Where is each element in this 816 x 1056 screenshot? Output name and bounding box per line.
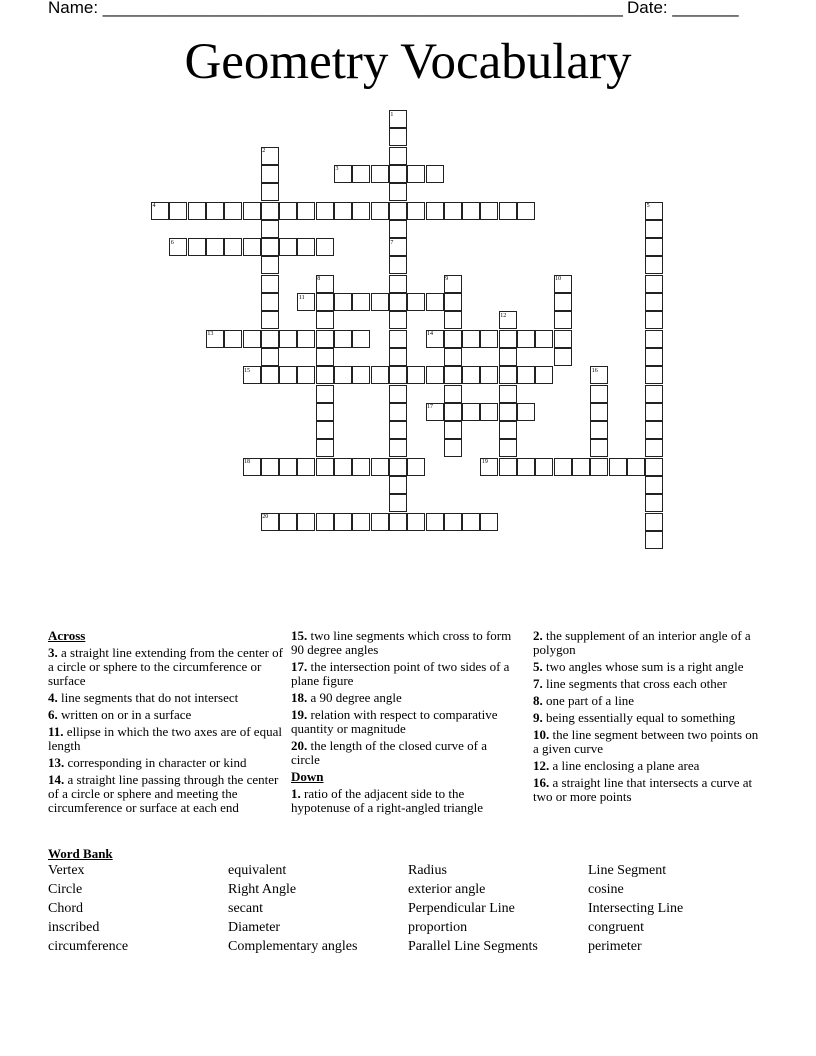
clue-number-label: 4 (152, 203, 156, 209)
clue-item (533, 728, 759, 756)
crossword-cell[interactable] (261, 256, 279, 274)
clue-number: 6. (48, 707, 58, 722)
clue-text: the supplement of an interior angle of a polygon (533, 628, 751, 657)
clue-text: a 90 degree angle (307, 690, 402, 705)
across-heading: Across (48, 628, 86, 643)
word-bank-item: perimeter (588, 939, 642, 954)
clue-text: the length of the closed curve of a circle (291, 738, 488, 767)
down-heading: Down (291, 769, 324, 784)
clue-item (48, 756, 284, 770)
crossword-cell[interactable] (261, 330, 279, 348)
crossword-cell[interactable] (462, 513, 480, 531)
clue-number: 2. (533, 628, 543, 643)
crossword-cell[interactable] (389, 256, 407, 274)
crossword-cell[interactable] (316, 293, 334, 311)
crossword-cell[interactable] (371, 293, 389, 311)
crossword-cell[interactable] (224, 330, 242, 348)
clue-text: ellipse in which the two axes are of equal length (48, 724, 282, 753)
clue-number: 12. (533, 758, 550, 773)
word-bank-item: equivalent (228, 863, 287, 878)
clue-number-label: 14 (427, 331, 433, 338)
crossword-cell[interactable] (645, 403, 663, 421)
crossword-cell[interactable] (554, 293, 572, 311)
crossword-cell[interactable] (279, 238, 297, 256)
clue-item (291, 708, 517, 736)
crossword-cell[interactable] (499, 385, 517, 403)
clue-number: 3. (48, 645, 58, 660)
across-clue-list (48, 646, 284, 815)
clue-column-3 (533, 629, 759, 807)
crossword-cell[interactable] (462, 202, 480, 220)
clue-text: line segments that cross each other (542, 676, 727, 691)
crossword-cell[interactable] (389, 366, 407, 384)
crossword-cell[interactable] (389, 275, 407, 293)
clue-number-label: 3 (335, 166, 339, 173)
crossword-cell[interactable] (444, 513, 462, 531)
crossword-cell[interactable] (499, 348, 517, 366)
crossword-cell[interactable] (389, 128, 407, 146)
crossword-cell[interactable] (316, 421, 334, 439)
clue-number-label: 11 (298, 294, 305, 301)
crossword-cell[interactable] (499, 202, 517, 220)
word-bank-item: cosine (588, 882, 624, 897)
crossword-cell[interactable] (334, 458, 352, 476)
across-clue-list-continued (291, 629, 517, 767)
crossword-cell[interactable] (645, 458, 663, 476)
clue-number-label: 1 (390, 111, 394, 118)
crossword-cell[interactable] (462, 330, 480, 348)
clue-number: 15. (291, 628, 308, 643)
clue-number: 20. (291, 738, 308, 753)
crossword-cell[interactable] (426, 513, 444, 531)
crossword-cell[interactable] (261, 366, 279, 384)
clue-number-label: 15 (244, 367, 250, 374)
crossword-cell[interactable] (645, 366, 663, 384)
crossword-cell[interactable] (371, 513, 389, 531)
crossword-cell[interactable] (517, 366, 535, 384)
clue-item (533, 711, 759, 725)
crossword-cell[interactable] (499, 458, 517, 476)
clue-text: written on or in a surface (57, 707, 192, 722)
clue-text: line segments that do not intersect (57, 690, 239, 705)
clue-item (291, 629, 517, 657)
clue-number: 11. (48, 724, 64, 739)
clue-number-label: 8 (317, 276, 321, 283)
crossword-cell[interactable] (261, 183, 279, 201)
clue-number: 5. (533, 659, 543, 674)
crossword-cell[interactable] (316, 439, 334, 457)
crossword-cell[interactable] (407, 513, 425, 531)
crossword-cell[interactable] (554, 330, 572, 348)
crossword-cell[interactable] (206, 238, 224, 256)
name-field-label: Name: _______________________________________________________ (48, 0, 623, 17)
crossword-cell[interactable] (462, 366, 480, 384)
crossword-cell[interactable] (316, 403, 334, 421)
clue-number: 16. (533, 775, 550, 790)
word-bank-item: Right Angle (228, 882, 297, 897)
crossword-cell[interactable] (535, 366, 553, 384)
crossword-cell[interactable] (316, 458, 334, 476)
clue-item (48, 646, 284, 688)
crossword-cell[interactable] (261, 458, 279, 476)
clue-number: 8. (533, 693, 543, 708)
crossword-cell[interactable] (352, 513, 370, 531)
word-bank-item: exterior angle (408, 882, 486, 897)
crossword-cell[interactable] (426, 202, 444, 220)
crossword-cell[interactable] (389, 330, 407, 348)
crossword-cell[interactable] (645, 293, 663, 311)
crossword-cell[interactable] (444, 202, 462, 220)
clue-item (48, 708, 284, 722)
clue-item (533, 660, 759, 674)
crossword-cell[interactable] (407, 202, 425, 220)
crossword-cell[interactable] (371, 202, 389, 220)
crossword-cell[interactable] (261, 202, 279, 220)
crossword-cell[interactable] (407, 458, 425, 476)
clue-number-label: 2 (262, 148, 266, 155)
crossword-cell[interactable] (645, 311, 663, 329)
clue-number: 4. (48, 690, 58, 705)
crossword-cell[interactable] (517, 330, 535, 348)
crossword-cell[interactable] (609, 458, 627, 476)
crossword-cell[interactable] (352, 366, 370, 384)
crossword-cell[interactable] (261, 220, 279, 238)
crossword-cell[interactable] (444, 311, 462, 329)
crossword-cell[interactable] (261, 165, 279, 183)
crossword-cell[interactable] (371, 165, 389, 183)
crossword-cell[interactable] (243, 202, 261, 220)
crossword-cell[interactable] (334, 366, 352, 384)
crossword-cell[interactable] (462, 403, 480, 421)
clue-text: ratio of the adjacent side to the hypotenuse of a right-angled triangle (291, 786, 484, 815)
crossword-cell[interactable] (243, 238, 261, 256)
clue-number-label: 20 (262, 514, 269, 521)
crossword-cell[interactable] (389, 494, 407, 512)
crossword-cell[interactable] (645, 531, 663, 549)
crossword-cell[interactable] (334, 293, 352, 311)
crossword-cell[interactable] (517, 458, 535, 476)
crossword-cell[interactable] (389, 458, 407, 476)
clue-text: the intersection point of two sides of a plane figure (291, 659, 510, 688)
crossword-cell[interactable] (645, 494, 663, 512)
crossword-cell[interactable] (590, 439, 608, 457)
crossword-cell[interactable] (334, 202, 352, 220)
clue-text: corresponding in character or kind (64, 755, 247, 770)
crossword-cell[interactable] (407, 366, 425, 384)
crossword-cell[interactable] (389, 476, 407, 494)
crossword-cell[interactable] (316, 238, 334, 256)
clue-text: two angles whose sum is a right angle (542, 659, 744, 674)
crossword-cell[interactable] (535, 330, 553, 348)
crossword-cell[interactable] (224, 202, 242, 220)
crossword-cell[interactable] (645, 385, 663, 403)
clue-text: relation with respect to comparative quantity or magnitude (291, 707, 498, 736)
crossword-cell[interactable] (389, 183, 407, 201)
crossword-cell[interactable] (371, 458, 389, 476)
crossword-cell[interactable] (590, 458, 608, 476)
word-bank-item: Perpendicular Line (408, 901, 515, 916)
crossword-cell[interactable] (627, 458, 645, 476)
crossword-cell[interactable] (261, 275, 279, 293)
down-clue-list (291, 787, 517, 815)
clue-text: being essentially equal to something (542, 710, 736, 725)
clue-column-1 (48, 629, 284, 818)
clue-text: a straight line passing through the center of a circle or sphere and meeting the circumference or surface at each end (48, 772, 279, 815)
clue-number-label: 5 (646, 203, 650, 209)
crossword-cell[interactable] (352, 330, 370, 348)
crossword-cell[interactable] (352, 202, 370, 220)
crossword-cell[interactable] (426, 293, 444, 311)
crossword-cell[interactable] (261, 311, 279, 329)
clue-number-label: 16 (591, 367, 598, 374)
crossword-cell[interactable] (389, 165, 407, 183)
word-bank-item: Parallel Line Segments (408, 939, 538, 954)
word-bank-item: Radius (408, 863, 447, 878)
crossword-cell[interactable] (279, 366, 297, 384)
crossword-cell[interactable] (352, 458, 370, 476)
crossword-cell[interactable] (389, 293, 407, 311)
clue-text: the line segment between two points on a given curve (533, 727, 759, 756)
clue-number: 13. (48, 755, 65, 770)
word-bank-item: proportion (408, 920, 468, 935)
crossword-cell[interactable] (480, 366, 498, 384)
clue-number: 19. (291, 707, 308, 722)
crossword-cell[interactable] (480, 330, 498, 348)
crossword-cell[interactable] (243, 330, 261, 348)
crossword-cell[interactable] (645, 439, 663, 457)
crossword-cell[interactable] (224, 238, 242, 256)
crossword-cell[interactable] (352, 165, 370, 183)
clue-item (291, 660, 517, 688)
crossword-cell[interactable] (572, 458, 590, 476)
clue-number: 9. (533, 710, 543, 725)
crossword-cell[interactable] (389, 147, 407, 165)
date-field-label: Date: _______ (627, 0, 739, 17)
crossword-cell[interactable] (316, 348, 334, 366)
crossword-cell[interactable] (297, 458, 315, 476)
crossword-cell[interactable] (480, 403, 498, 421)
word-bank-item: circumference (48, 939, 129, 954)
clue-number: 1. (291, 786, 301, 801)
crossword-cell[interactable] (352, 293, 370, 311)
page-title: Geometry Vocabulary (184, 34, 632, 90)
crossword-cell[interactable] (480, 513, 498, 531)
crossword-cell[interactable] (188, 202, 206, 220)
crossword-cell[interactable] (389, 348, 407, 366)
clue-item (533, 759, 759, 773)
crossword-cell[interactable] (645, 330, 663, 348)
crossword-cell[interactable] (499, 366, 517, 384)
crossword-cell[interactable] (279, 330, 297, 348)
crossword-cell[interactable] (389, 202, 407, 220)
crossword-cell[interactable] (444, 366, 462, 384)
clue-number-label: 17 (427, 404, 433, 411)
crossword-cell[interactable] (499, 421, 517, 439)
clue-text: two line segments which cross to form 90 degree angles (291, 628, 512, 657)
crossword-cell[interactable] (645, 348, 663, 366)
crossword-cell[interactable] (645, 275, 663, 293)
crossword-cell[interactable] (389, 513, 407, 531)
clue-number: 18. (291, 690, 308, 705)
crossword-cell[interactable] (389, 311, 407, 329)
clue-text: a straight line that intersects a curve at two or more points (533, 775, 753, 804)
crossword-cell[interactable] (407, 165, 425, 183)
crossword-cell[interactable] (444, 439, 462, 457)
clue-number: 14. (48, 772, 65, 787)
word-bank-heading: Word Bank (48, 846, 113, 861)
crossword-cell[interactable] (426, 165, 444, 183)
clue-number-label: 7 (390, 239, 394, 246)
crossword-cell[interactable] (279, 202, 297, 220)
crossword-cell[interactable] (297, 513, 315, 531)
crossword-cell[interactable] (316, 385, 334, 403)
crossword-cell[interactable] (499, 330, 517, 348)
clue-item (48, 773, 284, 815)
clue-number: 17. (291, 659, 308, 674)
crossword-cell[interactable] (297, 330, 315, 348)
clue-number-label: 19 (481, 459, 488, 466)
crossword-cell[interactable] (590, 421, 608, 439)
crossword-cell[interactable] (279, 458, 297, 476)
crossword-cell[interactable] (499, 403, 517, 421)
clue-item (291, 787, 517, 815)
crossword-cell[interactable] (261, 293, 279, 311)
crossword-cell[interactable] (645, 256, 663, 274)
crossword-cell[interactable] (389, 421, 407, 439)
crossword-cell[interactable] (645, 513, 663, 531)
crossword-cell[interactable] (590, 403, 608, 421)
crossword-cell[interactable] (261, 348, 279, 366)
crossword-cell[interactable] (444, 330, 462, 348)
crossword-cell[interactable] (297, 366, 315, 384)
crossword-cell[interactable] (645, 421, 663, 439)
crossword-cell[interactable] (316, 311, 334, 329)
clue-number-label: 10 (555, 276, 562, 283)
clue-number-label: 18 (244, 459, 250, 466)
crossword-cell[interactable] (261, 238, 279, 256)
crossword-cell[interactable] (297, 238, 315, 256)
crossword-cell[interactable] (645, 476, 663, 494)
crossword-cell[interactable] (389, 385, 407, 403)
clue-number: 7. (533, 676, 543, 691)
clue-number-label: 9 (445, 276, 449, 283)
crossword-cell[interactable] (444, 293, 462, 311)
crossword-cell[interactable] (444, 348, 462, 366)
clue-text: a straight line extending from the center of a circle or sphere to the circumference or surface (48, 645, 284, 688)
crossword-cell[interactable] (389, 220, 407, 238)
word-bank-item: Vertex (48, 863, 85, 878)
crossword-cell[interactable] (407, 293, 425, 311)
crossword-cell[interactable] (279, 513, 297, 531)
crossword-cell[interactable] (554, 458, 572, 476)
clue-item (48, 691, 284, 705)
crossword-cell[interactable] (517, 403, 535, 421)
crossword-cell[interactable] (206, 202, 224, 220)
word-bank-item: Complementary angles (228, 939, 358, 954)
crossword-cell[interactable] (444, 403, 462, 421)
clue-number-label: 6 (170, 239, 174, 246)
word-bank-item: Line Segment (588, 863, 667, 878)
crossword-cell[interactable] (334, 513, 352, 531)
word-bank-item: Intersecting Line (588, 901, 684, 916)
clue-text: one part of a line (542, 693, 635, 708)
crossword-cell[interactable] (645, 238, 663, 256)
crossword-cell[interactable] (316, 330, 334, 348)
crossword-cell[interactable] (517, 202, 535, 220)
crossword-cell[interactable] (316, 366, 334, 384)
clue-number-label: 13 (207, 331, 214, 338)
clue-text: a line enclosing a plane area (549, 758, 700, 773)
crossword-cell[interactable] (645, 220, 663, 238)
clue-column-2 (291, 629, 517, 818)
down-clue-list-continued (533, 629, 759, 804)
clue-item (533, 694, 759, 708)
crossword-cell[interactable] (590, 385, 608, 403)
crossword-cell[interactable] (389, 403, 407, 421)
clue-item (533, 677, 759, 691)
word-bank-item: secant (228, 901, 263, 916)
crossword-cell[interactable] (316, 202, 334, 220)
clue-number: 10. (533, 727, 550, 742)
word-bank-item: inscribed (48, 920, 100, 935)
crossword-cell[interactable] (480, 202, 498, 220)
clue-item (291, 691, 517, 705)
crossword-cell[interactable] (169, 202, 187, 220)
crossword-cell[interactable] (426, 366, 444, 384)
clue-item (48, 725, 284, 753)
word-bank-item: Diameter (228, 920, 281, 935)
crossword-cell[interactable] (389, 439, 407, 457)
clue-number-label: 12 (500, 312, 507, 319)
crossword-cell[interactable] (535, 458, 553, 476)
crossword-cell[interactable] (371, 366, 389, 384)
crossword-cell[interactable] (297, 202, 315, 220)
word-bank-item: congruent (588, 920, 644, 935)
clue-item (291, 739, 517, 767)
crossword-cell[interactable] (444, 385, 462, 403)
clue-item (533, 776, 759, 804)
word-bank-item: Circle (48, 882, 83, 897)
crossword-cell[interactable] (334, 330, 352, 348)
crossword-cell[interactable] (554, 348, 572, 366)
crossword-cell[interactable] (444, 421, 462, 439)
word-bank-item: Chord (48, 901, 83, 916)
clue-item (533, 629, 759, 657)
crossword-cell[interactable] (554, 311, 572, 329)
crossword-cell[interactable] (499, 439, 517, 457)
crossword-cell[interactable] (316, 513, 334, 531)
crossword-cell[interactable] (188, 238, 206, 256)
